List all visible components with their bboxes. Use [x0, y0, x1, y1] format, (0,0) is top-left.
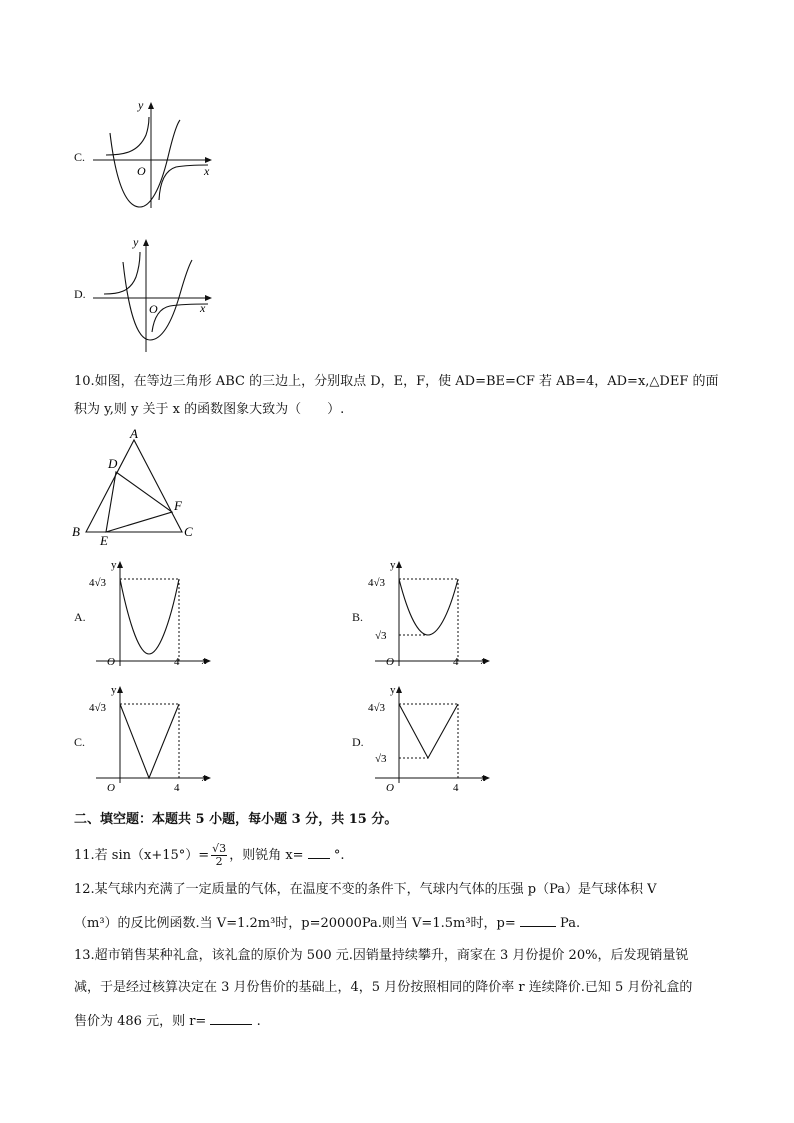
q10-option-a-graph	[86, 558, 216, 670]
option-c-graph	[88, 95, 218, 215]
q12-answer-blank[interactable]	[520, 912, 556, 927]
q10-option-b-label: B.	[352, 610, 364, 624]
q10-option-d-graph	[365, 683, 495, 795]
y-axis-label: y	[111, 559, 117, 571]
tick-x-4: 4	[453, 782, 459, 794]
q10-line2: 积为 y,则 y 关于 x 的函数图象大致为（ ）.	[74, 402, 345, 417]
triangle-figure	[64, 428, 204, 548]
q11-post: ，则锐角 x=	[229, 848, 304, 863]
q10-option-d-label: D.	[352, 735, 364, 749]
option-d-graph	[88, 232, 218, 357]
q11	[74, 843, 344, 868]
tick-4root3: 4√3	[89, 577, 107, 589]
option-d-label: D.	[74, 287, 86, 301]
tick-x-4: 4	[174, 782, 180, 794]
q11-answer-blank[interactable]	[308, 844, 330, 859]
tick-root3: √3	[375, 753, 387, 765]
vertex-c-label: C	[184, 524, 193, 539]
origin-label: O	[386, 782, 394, 794]
y-axis-label: y	[390, 559, 396, 571]
origin-label: O	[149, 302, 158, 316]
vertex-a-label: A	[130, 428, 138, 441]
origin-label: O	[107, 782, 115, 794]
section-2-heading: 二、填空题：本题共 5 小题，每小题 3 分，共 15 分。	[74, 812, 398, 827]
x-axis-label: x	[204, 164, 210, 178]
q12-line2-text: （m³）的反比例函数.当 V=1.2m³时，p=20000Pa.则当 V=1.5m³时，p=	[74, 916, 516, 931]
q13-line3-text: 售价为 486 元，则 r=	[74, 1014, 207, 1029]
q13-end: .	[256, 1014, 261, 1029]
q10-option-b-graph	[365, 558, 495, 670]
q12-line2	[74, 912, 580, 934]
tick-4root3: 4√3	[368, 702, 386, 714]
x-axis-label: x	[202, 655, 207, 667]
tick-4root3: 4√3	[368, 577, 386, 589]
x-axis-label: x	[202, 772, 207, 784]
point-f-label: F	[174, 498, 182, 513]
y-axis-label: y	[111, 684, 117, 696]
vertex-b-label: B	[72, 524, 80, 539]
point-d-label: D	[108, 456, 118, 471]
origin-label: O	[386, 656, 394, 668]
x-axis-label: x	[481, 655, 486, 667]
q13-line2: 减，于是经过核算决定在 3 月份售价的基础上，4，5 月份按照相同的降价率 r 连续降价.已知 5 月份礼盒的	[74, 980, 693, 995]
q13-line3	[74, 1010, 261, 1032]
q12-unit: Pa.	[560, 916, 581, 931]
q11-fraction	[211, 843, 227, 868]
option-c-label: C.	[74, 150, 86, 164]
origin-label: O	[137, 164, 146, 178]
point-e-label: E	[100, 533, 108, 548]
q13-line1: 13.超市销售某种礼盒，该礼盒的原价为 500 元.因销量持续攀升，商家在 3 月份提价 20%，后发现销量锐	[74, 948, 689, 963]
q10-option-c-graph	[86, 683, 216, 795]
y-axis-label: y	[138, 98, 144, 112]
y-axis-label: y	[390, 684, 396, 696]
x-axis-label: x	[481, 772, 486, 784]
x-axis-label: x	[200, 301, 206, 315]
origin-label: O	[107, 656, 115, 668]
q13-answer-blank[interactable]	[210, 1010, 252, 1025]
q10-option-a-label: A.	[74, 610, 86, 624]
tick-x-4: 4	[174, 656, 180, 668]
tick-root3: √3	[375, 630, 387, 642]
q11-post2: °.	[333, 848, 345, 863]
q10-option-c-label: C.	[74, 735, 86, 749]
tick-4root3: 4√3	[89, 702, 107, 714]
q12-line1: 12.某气球内充满了一定质量的气体，在温度不变的条件下，气球内气体的压强 p（Pa）是气球体积 V	[74, 882, 657, 897]
q11-denominator: 2	[215, 855, 223, 868]
q11-pre: 11.若 sin（x+15°）=	[74, 848, 210, 863]
q11-numerator: √3	[212, 842, 227, 855]
q10-line1: 10.如图，在等边三角形 ABC 的三边上，分别取点 D，E，F，使 AD=BE=CF 若 AB=4，AD=x,△DEF 的面	[74, 374, 719, 389]
tick-x-4: 4	[453, 656, 459, 668]
y-axis-label: y	[133, 235, 139, 249]
